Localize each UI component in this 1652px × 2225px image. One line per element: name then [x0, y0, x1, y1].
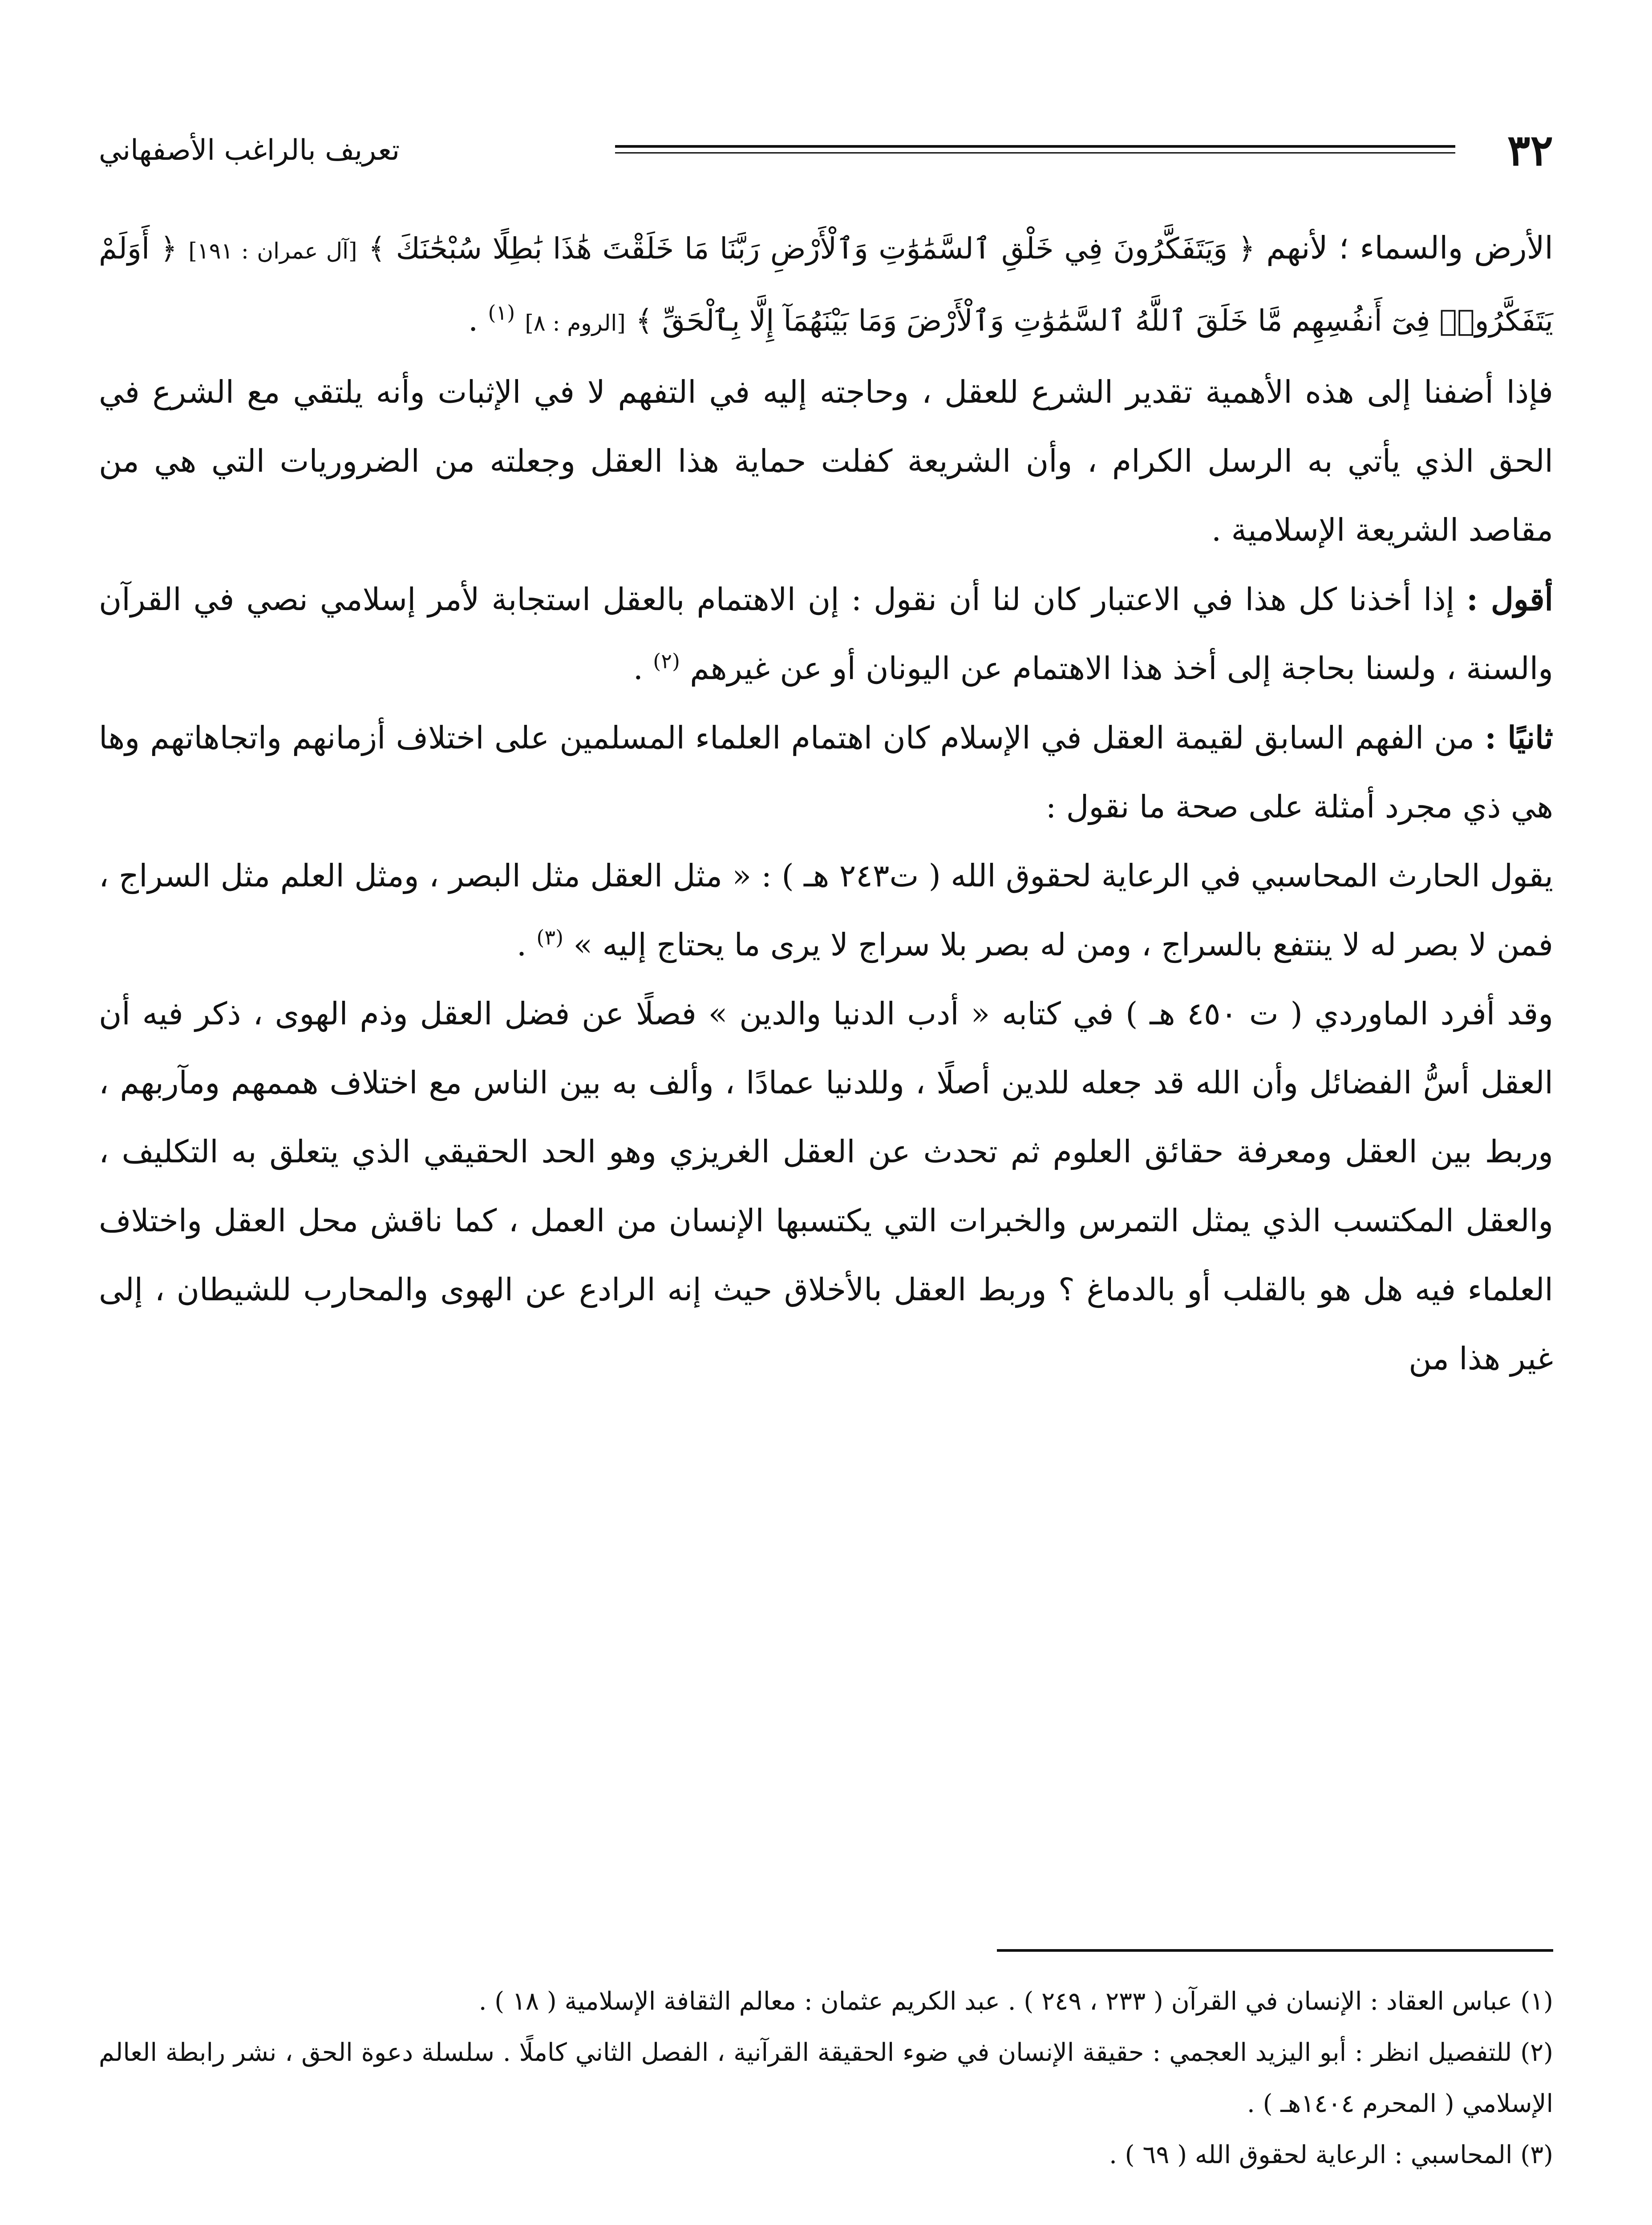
paragraph-4	[99, 703, 1553, 841]
footnote-3: (٣) المحاسبي : الرعاية لحقوق الله ( ٦٩ ) .	[1109, 2140, 1553, 2169]
footnotes	[99, 1976, 1553, 2180]
paragraph-3	[99, 565, 1553, 703]
paragraph-label: ثانيًا :	[1485, 719, 1553, 756]
footnote-2: (٢) للتفصيل انظر : أبو اليزيد العجمي : حقيقة الإنسان في ضوء الحقيقة القرآنية ، الفصل الثاني كاملًا . سلسلة دعوة الحق ، نشر رابطة العالم الإسلامي ( المحرم ١٤٠٤هـ ) .	[99, 2038, 1553, 2118]
paragraph-2	[99, 358, 1553, 565]
paragraph-text: الأرض والسماء ؛ لأنهم	[1266, 230, 1553, 266]
page-header	[99, 119, 1553, 186]
verse-citation: [آل عمران : ١٩١]	[188, 238, 357, 264]
quran-verse: ﴿ أَوَلَمْ يَتَفَكَّرُوا۟ فِىٓ أَنفُسِهِم مَّا خَلَقَ ٱللَّهُ ٱلسَّمَٰوَٰتِ وَٱلْأَرْضَ وَمَا بَيْنَهُمَآ إِلَّا بِٱلْحَقِّ ﴾	[99, 231, 1553, 338]
footnote-ref: (٣)	[536, 925, 564, 950]
paragraph-text: إذا أخذنا كل هذا في الاعتبار كان لنا أن نقول : إن الاهتمام بالعقل استجابة لأمر إسلامي نصي في القرآن والسنة ، ولسنا بحاجة إلى أخذ هذا الاهتمام عن اليونان أو عن غيرهم	[99, 581, 1553, 687]
paragraph-5	[99, 841, 1553, 979]
paragraph-text: يقول الحارث المحاسبي في الرعاية لحقوق الله ( ت٢٤٣ هـ ) : « مثل العقل مثل البصر ، ومثل العلم مثل السراج ، فمن لا بصر له لا ينتفع بالسراج ، ومن له بصر بلا سراج لا يرى ما يحتاج إليه »	[99, 858, 1553, 963]
paragraph-end: .	[468, 302, 478, 338]
paragraph-1	[99, 214, 1553, 358]
footnote-ref: (١)	[488, 300, 515, 325]
running-title: تعريف بالراغب الأصفهاني	[99, 134, 400, 167]
footnote-1: (١) عباس العقاد : الإنسان في القرآن ( ٢٣٣ ، ٢٤٩ ) . عبد الكريم عثمان : معالم الثقافة الإسلامية ( ١٨ ) .	[478, 1987, 1553, 2016]
paragraph-6	[99, 979, 1553, 1393]
header-rule-thin	[615, 152, 1455, 154]
footnote-divider	[997, 1949, 1553, 1952]
main-text	[99, 214, 1553, 1393]
footnote-ref: (٢)	[653, 649, 680, 673]
page-number: ٣٢	[1507, 125, 1553, 175]
paragraph-label: أقول :	[1466, 581, 1553, 618]
paragraph-end: .	[633, 650, 643, 687]
paragraph-text: فإذا أضفنا إلى هذه الأهمية تقدير الشرع للعقل ، وحاجته إليه في التفهم لا في الإثبات وأنه يلتقي مع الشرع في الحق الذي يأتي به الرسل الكرام ، وأن الشريعة كفلت حماية هذا العقل وجعلته من الضروريات التي هي من مقاصد الشريعة الإسلامية .	[99, 374, 1553, 548]
paragraph-text: من الفهم السابق لقيمة العقل في الإسلام كان اهتمام العلماء المسلمين على اختلاف أزمانهم واتجاهاتهم وها هي ذي مجرد أمثلة على صحة ما نقول :	[99, 720, 1553, 825]
verse-citation: [الروم : ٨]	[525, 310, 626, 336]
quran-verse: ﴿ وَيَتَفَكَّرُونَ فِي خَلْقِ ٱلسَّمَٰوَٰتِ وَٱلْأَرْضِ رَبَّنَا مَا خَلَقْتَ هَٰذَا بَٰطِلًا سُبْحَٰنَكَ ﴾	[368, 231, 1255, 266]
paragraph-text: وقد أفرد الماوردي ( ت ٤٥٠ هـ ) في كتابه « أدب الدنيا والدين » فصلًا عن فضل العقل وذم الهوى ، ذكر فيه أن العقل أسُّ الفضائل وأن الله قد جعله للدين أصلًا ، وللدنيا عمادًا ، وألف به بين الناس مع اختلاف هممهم ومآربهم ، وربط بين العقل ومعرفة حقائق العلوم ثم تحدث عن العقل الغريزي وهو الحد الحقيقي الذي يتعلق به التكليف ، والعقل المكتسب الذي يمثل التمرس والخبرات التي يكتسبها الإنسان من العمل ، كما ناقش محل العقل واختلاف العلماء فيه هل هو بالقلب أو بالدماغ ؟ وربط العقل بالأخلاق حيث إنه الرادع عن الهوى والمحارب للشيطان ، إلى غير هذا من	[99, 995, 1553, 1377]
paragraph-end: .	[516, 926, 527, 963]
header-rule	[615, 145, 1455, 148]
